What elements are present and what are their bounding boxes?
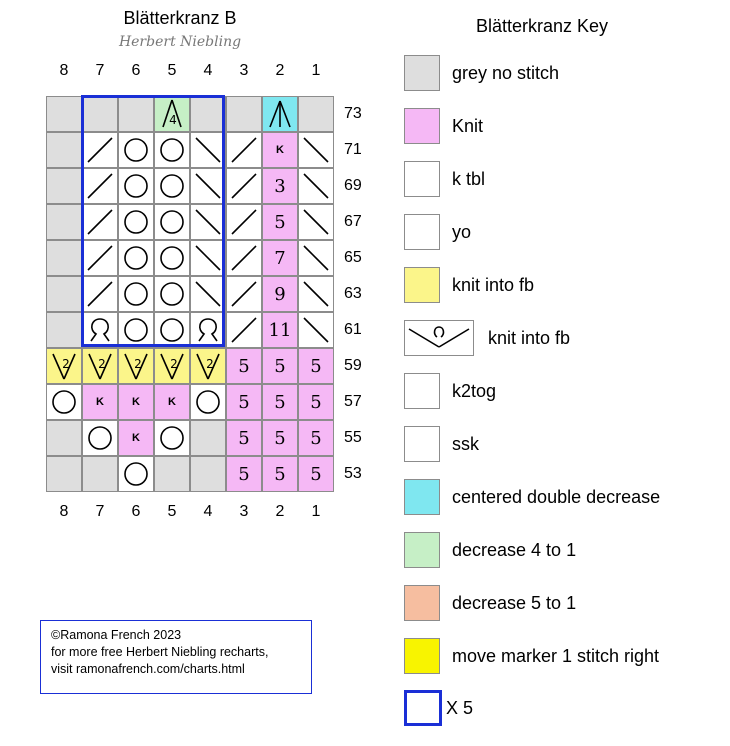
chart-cell-knitnum [298,384,334,420]
chart-cell-knitnum [226,384,262,420]
chart-cell-knitnum [298,348,334,384]
copyright-box [40,620,312,694]
chart-cell-yo [46,384,82,420]
knit-symbol-icon [404,108,440,144]
chart-title: Blätterkranz B [123,8,237,28]
chart-cell-grey [46,312,82,348]
knit-count-label: 5 [238,355,250,377]
key-label: k2tog [452,381,497,401]
knit-count-label: 5 [310,391,322,413]
row-number: 59 [344,357,362,374]
key-label: move marker 1 stitch right [452,646,660,666]
chart-cell-knitnum [298,420,334,456]
chart-cell-k2tog [226,132,262,168]
row-number: 57 [344,393,362,410]
chart-cell-knitnum [262,420,298,456]
up-arrow-decrease-icon [404,479,440,515]
v-two-icon [404,267,440,303]
chart-cell-k2tog [226,240,262,276]
svg-text:2: 2 [170,357,178,371]
knit-count-label: 5 [274,391,286,413]
circle-icon [404,214,440,250]
column-number: 8 [59,503,69,520]
chart-cell-knit [154,384,190,420]
chart-cell-grey [226,96,262,132]
key-label: yo [452,222,472,242]
row-number: 69 [344,177,362,194]
column-number: 1 [311,503,321,520]
knit-count-label: 5 [274,355,286,377]
grey-swatch-icon [404,55,440,91]
knit-label: K [132,432,140,444]
row-number: 71 [344,141,362,158]
column-number: 5 [167,62,177,79]
knit-count-label: 11 [268,319,292,341]
chart-author: Herbert Niebling [118,34,242,50]
chart-cell-k2tog [226,204,262,240]
column-number: 7 [95,62,105,79]
chart-cell-yo [82,420,118,456]
svg-text:2: 2 [98,357,106,371]
column-number: 4 [203,62,213,79]
column-number: 6 [131,62,141,79]
row-number: 63 [344,285,362,302]
column-number: 7 [95,503,105,520]
key-label: Knit [452,116,484,136]
chart-cell-grey [46,456,82,492]
chart-cell-knitnum [262,276,298,312]
chart-cell-knit [82,384,118,420]
svg-text:4: 4 [169,113,177,127]
chart-cell-ssk [298,240,334,276]
chart-cell-knitnum [226,456,262,492]
knit-count-label: 5 [238,391,250,413]
knit-count-label: 5 [310,355,322,377]
chart-cell-fb [46,348,82,384]
chart-cell-knit [118,384,154,420]
chart-cell-knitnum [262,240,298,276]
chart-cell-grey [154,456,190,492]
key-label: decrease 5 to 1 [452,593,577,613]
chart-cell-grey [46,168,82,204]
key-label: centered double decrease [452,487,661,507]
chart-cell-grey [82,456,118,492]
column-number: 1 [311,62,321,79]
column-number: 8 [59,62,69,79]
chart-cell-grey [298,96,334,132]
column-number: 3 [239,503,249,520]
decrease-five-icon [404,585,440,621]
knit-count-label: 5 [274,211,286,233]
chart-cell-yo [190,384,226,420]
decrease-four-icon [404,532,440,568]
chart-cell-grey [46,132,82,168]
chart-cell-knitnum [298,456,334,492]
row-number: 55 [344,429,362,446]
chart-cell-knitnum [262,348,298,384]
knit-label: K [276,144,284,156]
chart-cell-cdd [262,96,298,132]
column-number: 5 [167,503,177,520]
chart-cell-k2tog [226,276,262,312]
chart-cell-yo [118,456,154,492]
chart-cell-ssk [298,132,334,168]
column-number: 2 [275,62,285,79]
key-label: decrease 4 to 1 [452,540,577,560]
knit-count-label: 5 [274,427,286,449]
chart-cell-knitnum [226,420,262,456]
chart-cell-grey [46,240,82,276]
wide-v-loop-icon [404,320,474,356]
chart-cell-yo [154,420,190,456]
knit-count-label: 3 [274,175,286,197]
chart-cell-ssk [298,168,334,204]
column-number: 6 [131,503,141,520]
key-label: X 5 [446,698,474,718]
chart-cell-grey [46,204,82,240]
key-label: grey no stitch [452,63,560,83]
knit-count-label: 7 [274,247,286,269]
row-number: 67 [344,213,362,230]
knit-count-label: 5 [274,463,286,485]
chart-cell-knitnum [262,204,298,240]
chart-cell-ssk [298,276,334,312]
chart-cell-grey [46,420,82,456]
right-arrow-icon [404,638,440,674]
copyright-line: visit ramonafrench.com/charts.html [51,662,245,676]
chart-cell-grey [190,456,226,492]
repeat-outline [81,95,225,347]
chart-cell-fb [118,348,154,384]
knit-label: K [132,396,140,408]
row-number: 73 [344,105,362,122]
svg-text:2: 2 [206,357,214,371]
svg-text:2: 2 [62,357,70,371]
knit-label: K [96,396,104,408]
chart-cell-fb [190,348,226,384]
key-title: Blätterkranz Key [476,16,609,36]
chart-cell-knitnum [262,312,298,348]
knit-count-label: 5 [238,463,250,485]
loop-icon [404,161,440,197]
knit-count-label: 5 [310,427,322,449]
chart-cell-k2tog [226,168,262,204]
chart-cell-knitnum [262,456,298,492]
row-number: 53 [344,465,362,482]
svg-text:2: 2 [134,357,142,371]
copyright-line: ©Ramona French 2023 [51,628,182,642]
key-label: ssk [452,434,479,454]
knit-label: K [168,396,176,408]
knit-count-label: 9 [274,283,286,305]
chart-cell-ssk [298,204,334,240]
chart-cell-fb [154,348,190,384]
column-number: 3 [239,62,249,79]
chart-cell-knitnum [262,384,298,420]
column-number: 4 [203,503,213,520]
forward-slash-icon [404,373,440,409]
blue-box-icon [404,690,442,726]
knit-count-label: 5 [238,427,250,449]
chart-cell-knit [118,420,154,456]
back-slash-icon [404,426,440,462]
column-number: 2 [275,503,285,520]
key-label: knit into fb [452,275,535,295]
chart-cell-knitnum [226,348,262,384]
chart-cell-grey [46,96,82,132]
copyright-line: for more free Herbert Niebling recharts, [51,645,269,659]
row-number: 65 [344,249,362,266]
chart-cell-knitnum [262,168,298,204]
chart-cell-grey [46,276,82,312]
chart-cell-ssk [298,312,334,348]
knit-count-label: 5 [310,463,322,485]
key-label: k tbl [452,169,486,189]
chart-cell-k2tog [226,312,262,348]
chart-cell-knit [262,132,298,168]
key-label: knit into fb [488,328,571,348]
chart-cell-grey [190,420,226,456]
chart-cell-fb [82,348,118,384]
row-number: 61 [344,321,362,338]
